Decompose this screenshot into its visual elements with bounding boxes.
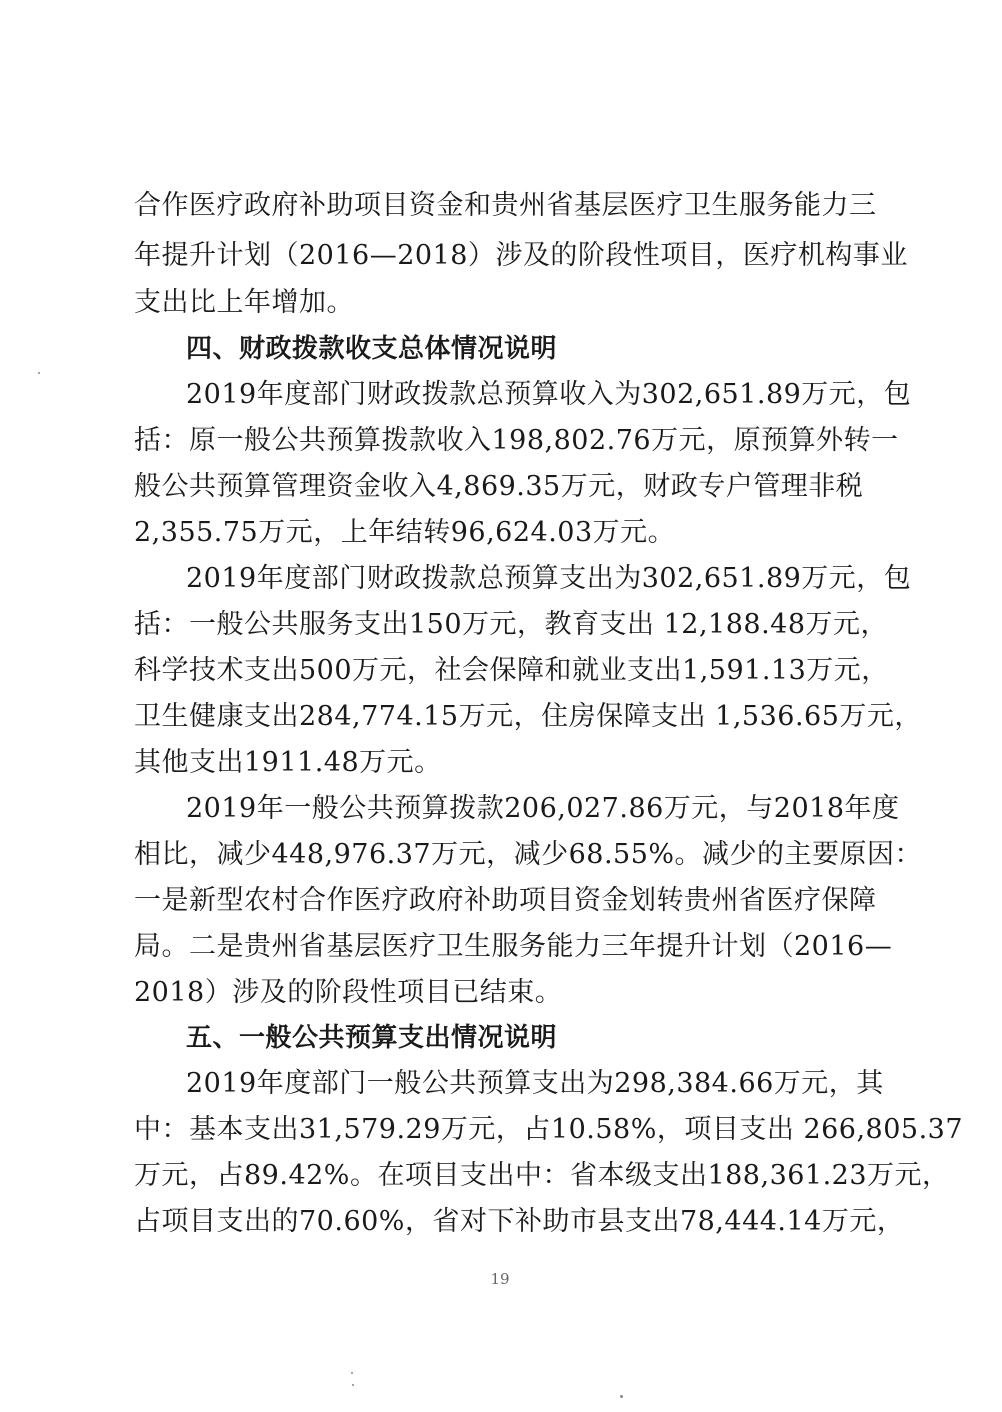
paragraph-line: 合作医疗政府补助项目资金和贵州省基层医疗卫生服务能力三	[134, 190, 877, 221]
paragraph-line: 相比，减少448,976.37万元，减少68.55%。减少的主要原因：	[134, 839, 923, 870]
scan-speck	[620, 1395, 623, 1398]
paragraph-line: 科学技术支出500万元，社会保障和就业支出1,591.13万元，	[134, 655, 889, 686]
section-heading-five: 五、一般公共预算支出情况说明	[186, 1023, 558, 1053]
paragraph-line: 一是新型农村合作医疗政府补助项目资金划转贵州省医疗保障	[134, 885, 877, 916]
paragraph-line: 卫生健康支出284,774.15万元，住房保障支出 1,536.65万元，	[134, 701, 922, 732]
paragraph-line: 占项目支出的70.60%，省对下补助市县支出78,444.14万元，	[134, 1206, 905, 1237]
page-number: 19	[490, 1270, 510, 1288]
paragraph-line: 2,355.75万元，上年结转96,624.03万元。	[134, 517, 676, 548]
paragraph-line: 2019年度部门财政拨款总预算支出为302,651.89万元，包	[186, 563, 912, 594]
paragraph-line: 年提升计划（2016—2018）涉及的阶段性项目，医疗机构事业	[134, 240, 908, 271]
paragraph-line: 支出比上年增加。	[134, 287, 354, 318]
paragraph-line: 括：原一般公共预算拨款收入198,802.76万元，原预算外转一	[134, 425, 899, 456]
paragraph-line: 2019年度部门一般公共预算支出为298,384.66万元，其	[186, 1068, 884, 1099]
paragraph-line: 2019年一般公共预算拨款206,027.86万元，与2018年度	[186, 793, 900, 824]
scan-speck	[351, 1372, 353, 1374]
paragraph-line: 2018）涉及的阶段性项目已结束。	[134, 977, 563, 1008]
scan-speck	[38, 372, 40, 374]
paragraph-line: 万元，占89.42%。在项目支出中：省本级支出188,361.23万元，	[134, 1160, 950, 1191]
scan-speck	[352, 1384, 354, 1386]
paragraph-line: 2019年度部门财政拨款总预算收入为302,651.89万元，包	[186, 379, 912, 410]
paragraph-line: 其他支出1911.48万元。	[134, 747, 442, 778]
paragraph-line: 括：一般公共服务支出150万元，教育支出 12,188.48万元，	[134, 609, 889, 640]
section-heading-four: 四、财政拨款收支总体情况说明	[186, 334, 558, 364]
paragraph-line: 局。二是贵州省基层医疗卫生服务能力三年提升计划（2016—	[134, 931, 893, 962]
paragraph-line: 中：基本支出31,579.29万元，占10.58%，项目支出 266,805.37	[134, 1114, 964, 1145]
paragraph-line: 般公共预算管理资金收入4,869.35万元，财政专户管理非税	[134, 471, 864, 502]
